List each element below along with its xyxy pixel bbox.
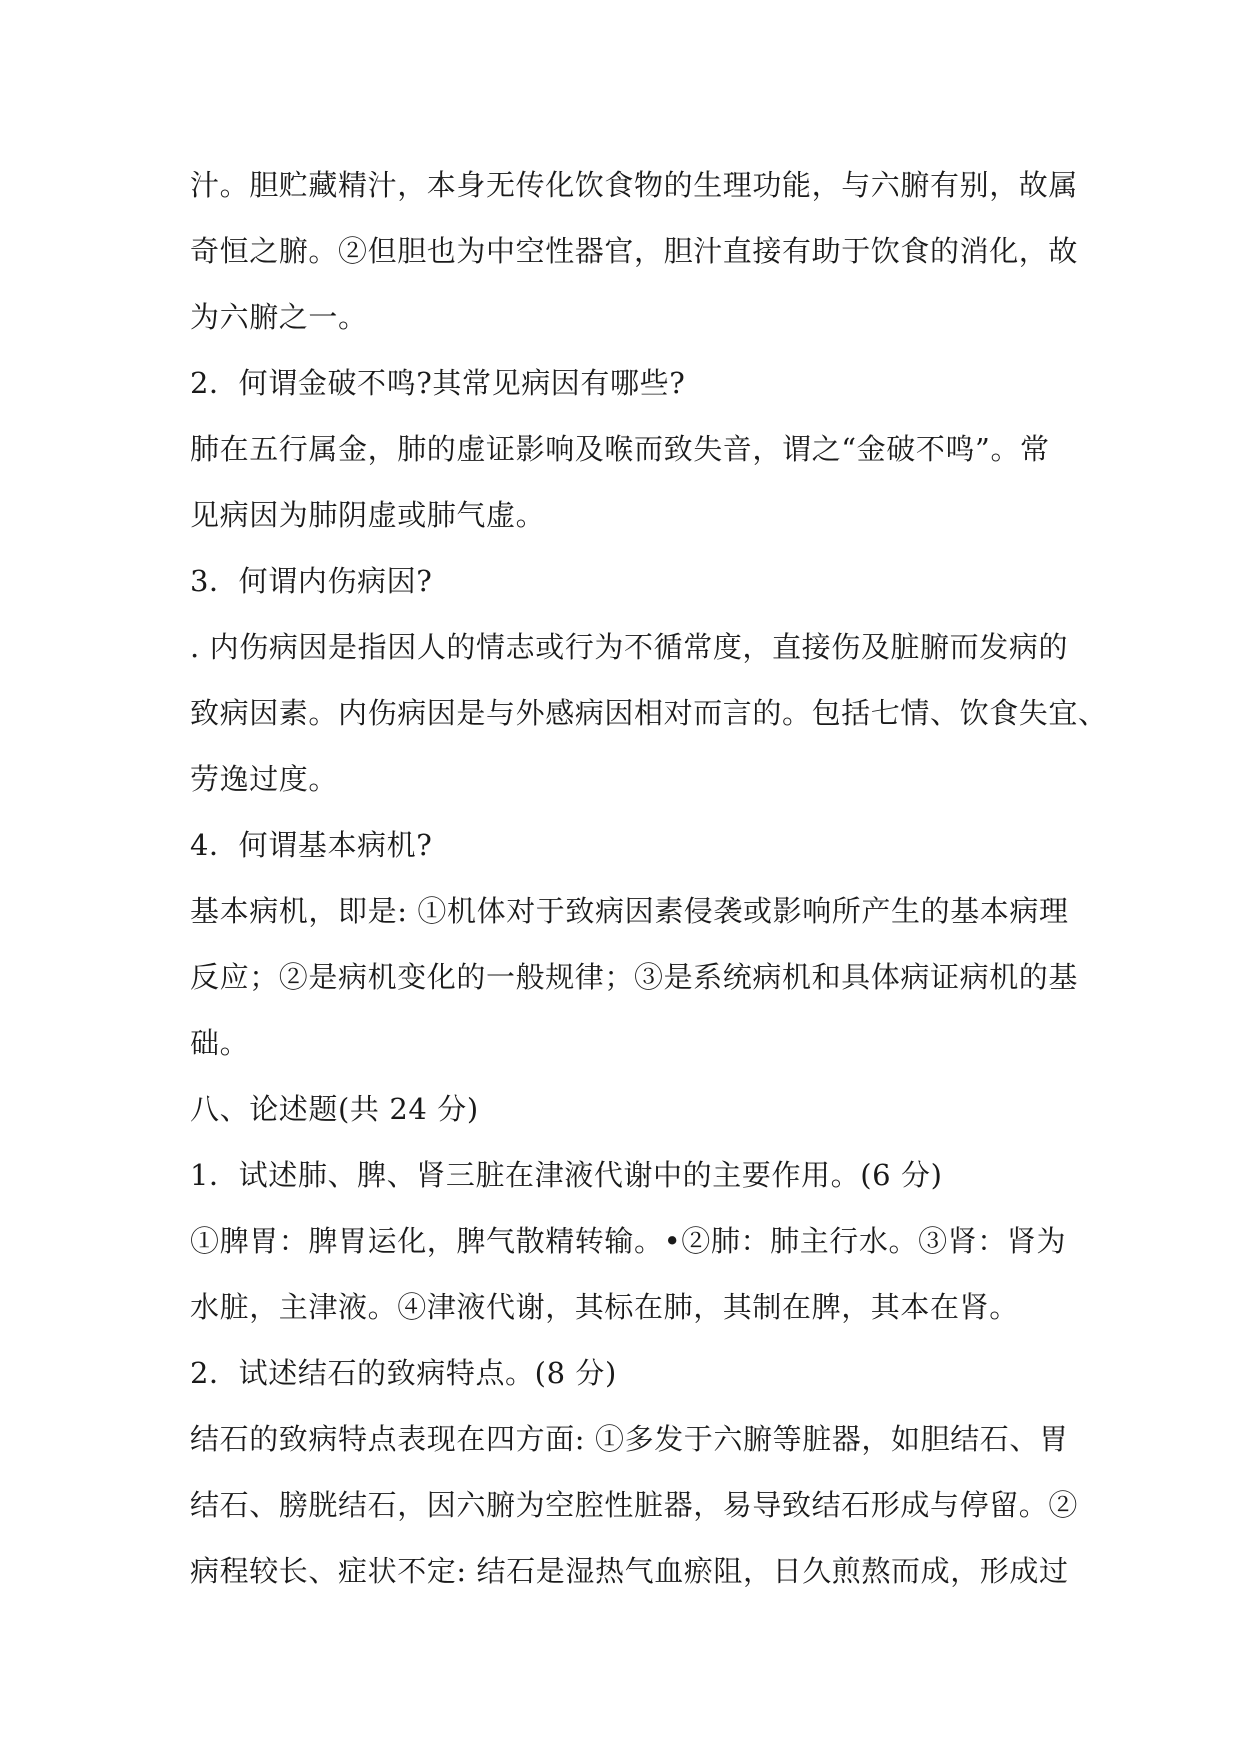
section-8-heading: 八、论述题(共 24 分) (190, 1092, 479, 1126)
question-4-heading: 4．何谓基本病机? (190, 828, 433, 862)
essay-question-2-heading: 2．试述结石的致病特点。(8 分) (190, 1356, 617, 1390)
answer-3-line-3: 劳逸过度。 (190, 762, 339, 796)
essay-answer-2-line-3: 病程较长、症状不定: 结石是湿热气血瘀阻，日久煎熬而成，形成过 (190, 1554, 1069, 1588)
essay-answer-2-line-2: 结石、膀胱结石，因六腑为空腔性脏器，易导致结石形成与停留。② (190, 1488, 1079, 1522)
answer-3-line-2: 致病因素。内伤病因是与外感病因相对而言的。包括七情、饮食失宜、 (190, 696, 1108, 730)
text-line-continuation-1: 汁。胆贮藏精汁，本身无传化饮食物的生理功能，与六腑有别，故属 (190, 168, 1079, 202)
essay-answer-1-line-1: ①脾胃：脾胃运化，脾气散精转输。•②肺：肺主行水。③肾：肾为 (190, 1224, 1067, 1258)
text-line-continuation-3: 为六腑之一。 (190, 300, 368, 334)
essay-answer-2-line-1: 结石的致病特点表现在四方面: ①多发于六腑等脏器，如胆结石、胃 (190, 1422, 1069, 1456)
answer-2-line-2: 见病因为肺阴虚或肺气虚。 (190, 498, 546, 532)
question-2-heading: 2．何谓金破不鸣?其常见病因有哪些? (190, 366, 686, 400)
question-3-heading: 3．何谓内伤病因? (190, 564, 433, 598)
answer-4-line-3: 础。 (190, 1026, 250, 1060)
answer-4-line-1: 基本病机，即是: ①机体对于致病因素侵袭或影响所产生的基本病理 (190, 894, 1069, 928)
essay-question-1-heading: 1．试述肺、脾、肾三脏在津液代谢中的主要作用。(6 分) (190, 1158, 943, 1192)
answer-2-line-1: 肺在五行属金，肺的虚证影响及喉而致失音，谓之“金破不鸣”。常 (190, 432, 1050, 466)
answer-4-line-2: 反应；②是病机变化的一般规律；③是系统病机和具体病证病机的基 (190, 960, 1079, 994)
answer-3-line-1: . 内伤病因是指因人的情志或行为不循常度，直接伤及脏腑而发病的 (190, 630, 1069, 664)
text-line-continuation-2: 奇恒之腑。②但胆也为中空性器官，胆汁直接有助于饮食的消化，故 (190, 234, 1079, 268)
document-body (190, 152, 1108, 1604)
essay-answer-1-line-2: 水脏，主津液。④津液代谢，其标在肺，其制在脾，其本在肾。 (190, 1290, 1019, 1324)
